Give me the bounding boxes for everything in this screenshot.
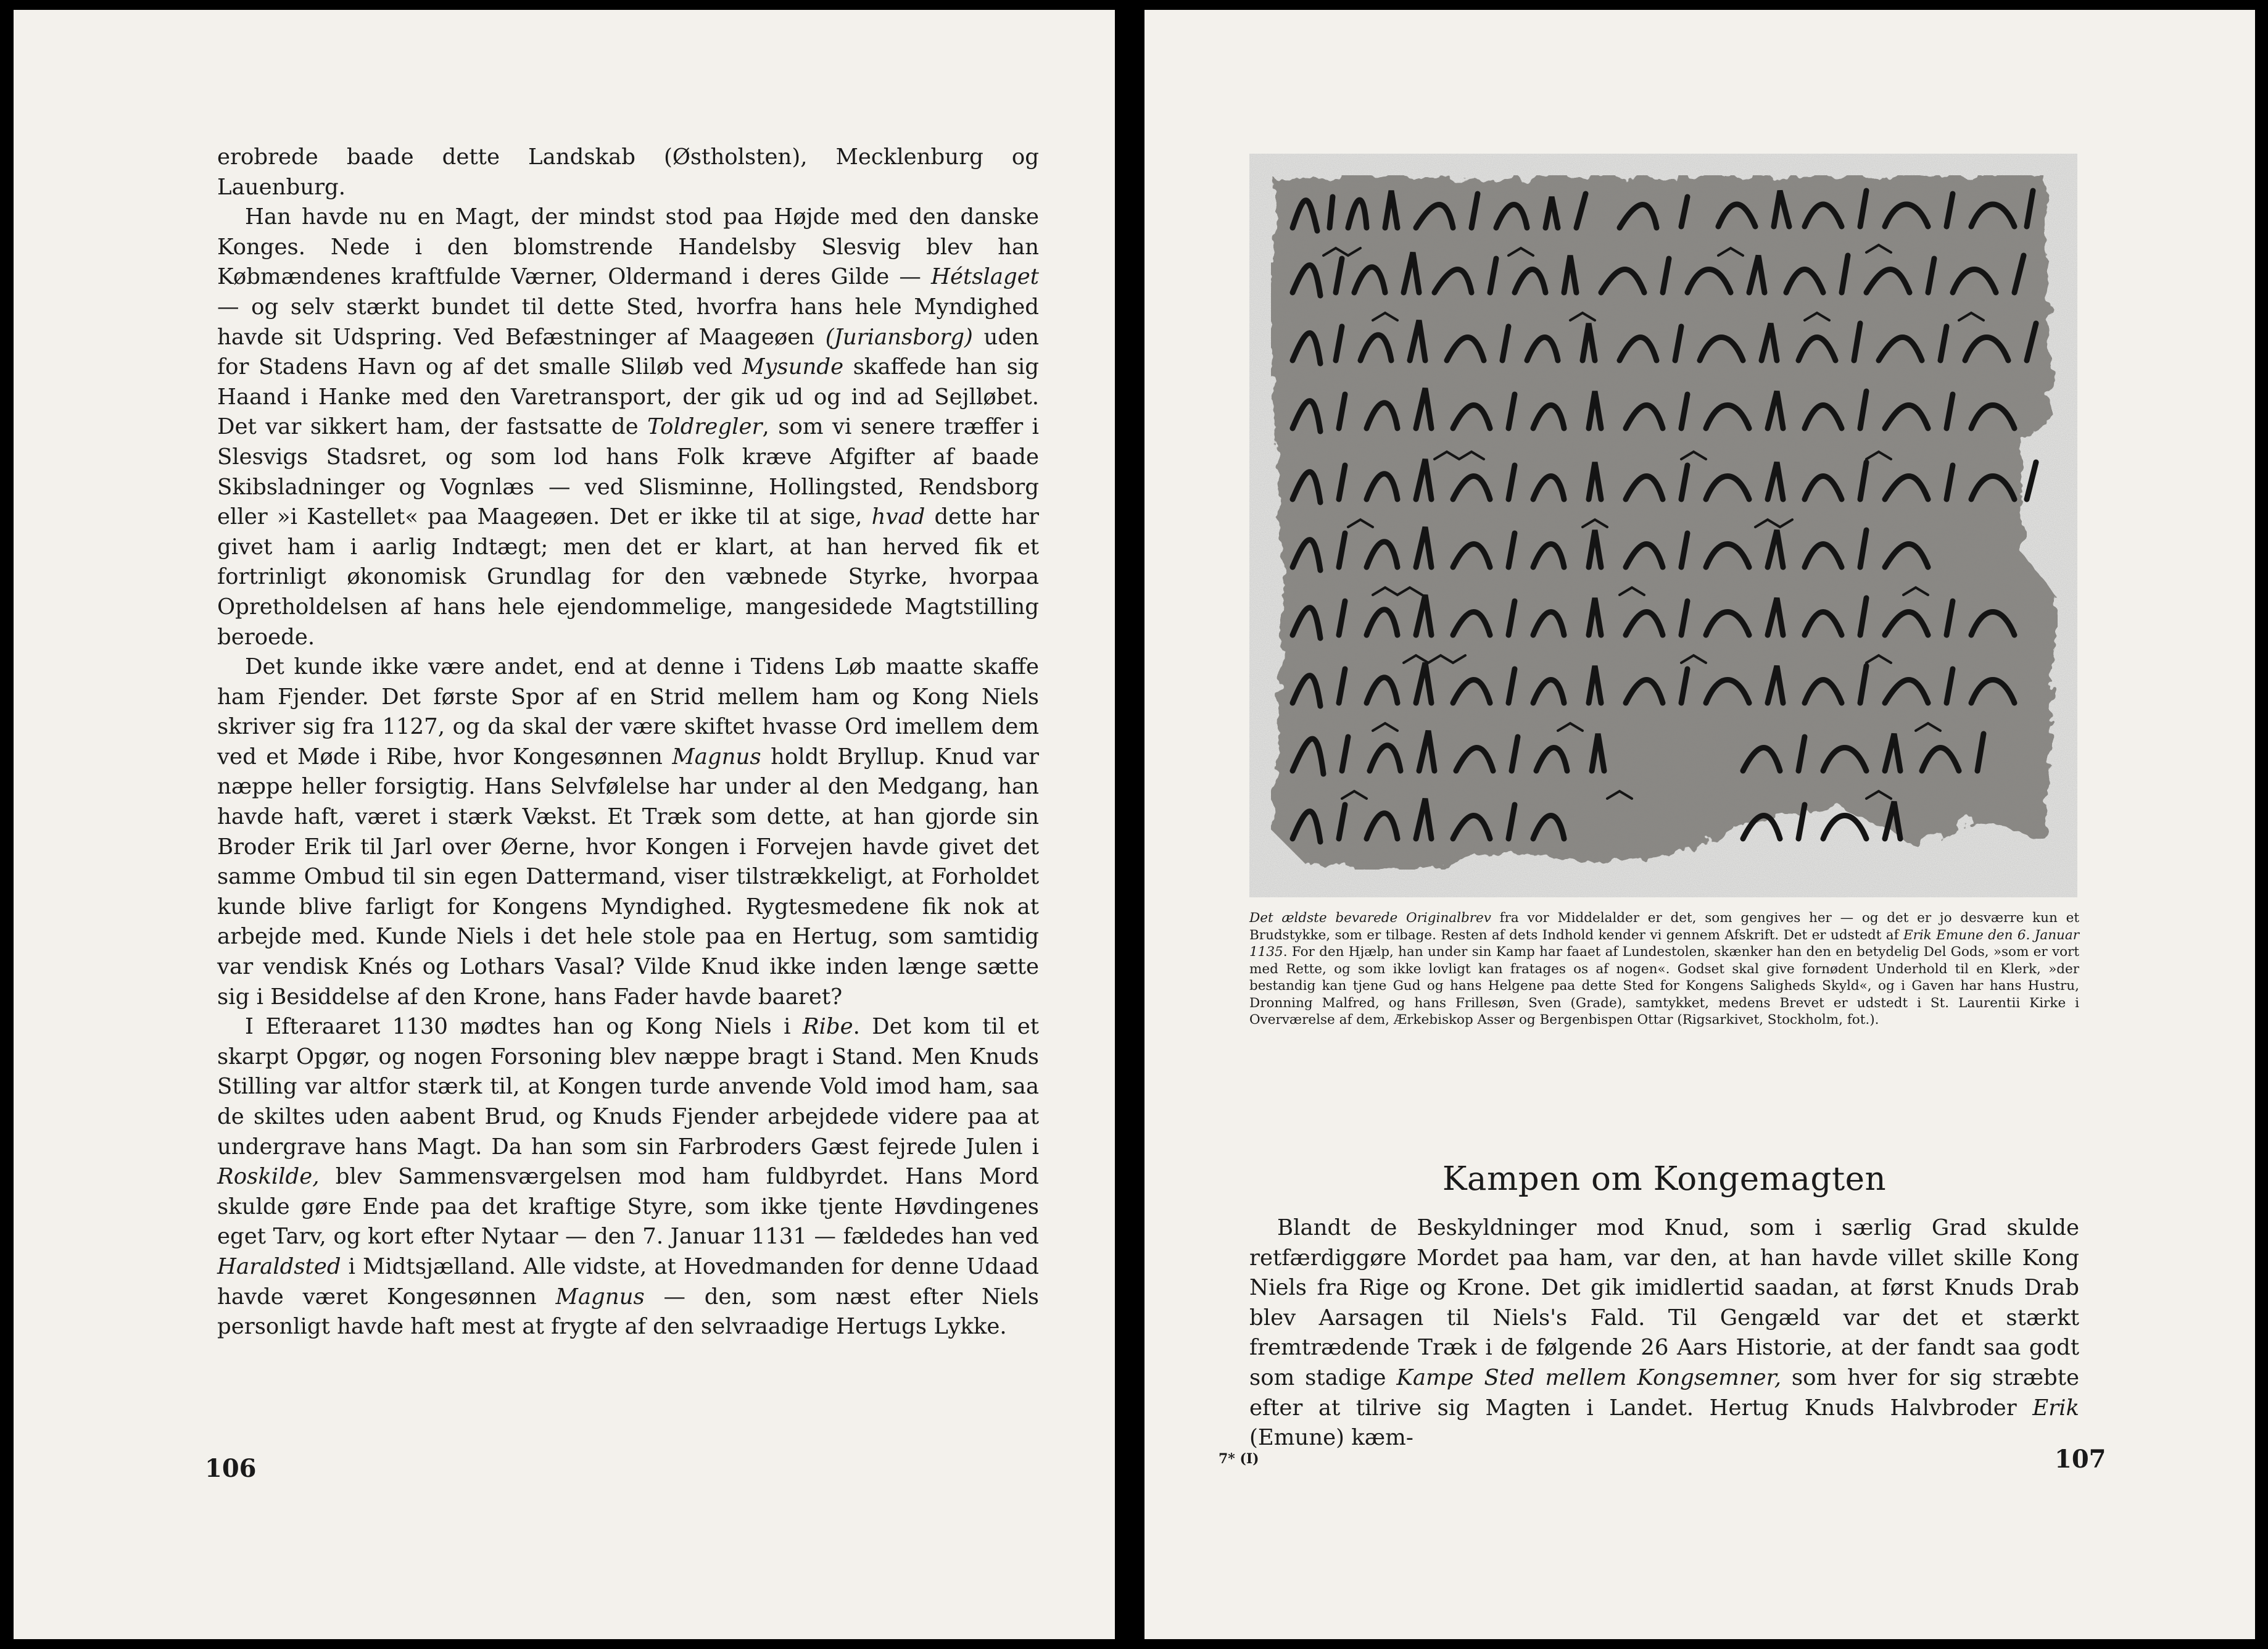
text-run: som hver for sig stræbte efter at tilrive sig Magten i Landet. Hertug Knuds Halvbroder [1249,1364,2079,1421]
italic-text: Hétslaget [931,264,1039,290]
text-run: (Emune) kæm- [1249,1425,1413,1451]
italic-text: Magnus [672,744,761,770]
italic-text: Mysunde [742,354,844,380]
text-run: , som vi senere træffer i Slesvigs Stadsret, og som lod hans Folk kræve Afgifter af baade Skibsladninger og Vognlæs — ved Slisminne, Hollingsted, Rendsborg eller »i Kastellet« paa Maageøen. Det er ikke til at sige, [217,414,1039,530]
caption-italic: Erik Emune den 6. Januar 1135 [1249,927,2079,960]
italic-text: Magnus [555,1284,645,1310]
left-body-text [217,143,1039,1342]
text-run: erobrede baade dette Landskab (Østholsten), Mecklenburg og Lauenburg. [217,144,1039,200]
italic-text: (Juriansborg) [825,324,973,350]
italic-text: Ribe [802,1014,853,1040]
page-number-right: 107 [2055,1445,2106,1474]
text-run: Blandt de Beskyldninger mod Knud, som i særlig Grad skulde retfærdiggøre Mordet paa ham, var den, at han havde villet skille Kong Niels fra Rige og Krone. Det gik imidlertid saadan, at først Knuds Drab blev Aarsagen til Niels's Fald. Til Gengæld var det et stærkt fremtrædende Træk i de følgende 26 Aars Historie, at der fandt saa godt som stadige [1249,1215,2079,1390]
text-run: blev Sammensværgelsen mod ham fuldbyrdet. Hans Mord skulde gøre Ende paa det kraftige Styre, som ikke tjente Høvdingenes eget Tarv, og kort efter Nytaar — den 7. Januar 1131 — fældedes han ved [217,1164,1039,1250]
right-body-text [1249,1213,2079,1453]
signature-mark: 7* (I) [1219,1451,1259,1467]
text-run: I Efteraaret 1130 mødtes han og Kong Niels i [245,1014,803,1040]
italic-text: Kampe Sted mellem Kongsemner, [1396,1364,1782,1390]
caption-text: . For den Hjælp, han under sin Kamp har faaet af Lundestolen, skænker han den en betydelig Del Gods, »som er vort med Rette, og som ikke lovligt kan fratages os af nogen«. Godset skal give fornødent Underhold til en Klerk, »der bestandig kan tjene Gud og hans Helgene paa dette Sted for Kongens Saligheds Skyld«, og i Gaven har hans Hustru, Dronning Malfred, og hans Frillesøn, Sven (Grade), samtykket, medens Brevet er udstedt i St. Laurentii Kirke i Overværelse af dem, Ærkebiskop Asser og Bergenbispen Ottar (Rigsarkivet, Stockholm, fot.). [1249,944,2079,1028]
text-run: Det kunde ikke være andet, end at denne i Tidens Løb maatte skaffe ham Fjender. Det første Spor af en Strid mellem ham og Kong Niels skriver sig fra 1127, og da skal der være skiftet hvasse Ord imellem dem ved et Møde i Ribe, hvor Kongesønnen [217,654,1039,770]
paragraph [1249,1213,2079,1453]
paragraph [217,1012,1039,1342]
italic-text: Haraldsted [217,1253,341,1279]
text-run: uden for Stadens Havn og af det smalle Sliløb ved [217,324,1040,380]
text-run: skaffede han sig Haand i Hanke med den Varetransport, der gik ud og ind ad Sejlløbet. Det var sikkert ham, der fastsatte de [217,354,1039,440]
italic-text: Roskilde, [217,1164,320,1190]
manuscript-image [1249,154,2077,897]
paragraph [217,202,1039,652]
text-run: dette har givet ham i aarlig Indtægt; men det er klart, at han herved fik et fortrinligt økonomisk Grundlag for den væbnede Styrke, hvorpaa Opretholdelsen af hans hele ejendommelige, mangesidede Magtstilling beroede. [217,504,1039,650]
manuscript-photo [1249,154,2077,897]
caption-text: fra vor Middelalder er det, som gengives her — og det er jo desværre kun et Brudstykke, som er tilbage. Resten af dets Indhold kender vi gennem Afskrift. Det er udstedt af [1249,910,2079,943]
italic-text: Erik [2032,1395,2079,1421]
paragraph [217,143,1039,202]
text-run: holdt Bryllup. Knud var næppe heller forsigtig. Hans Selvfølelse har under al den Medgang, han havde haft, været i stærk Vækst. Et Træk som dette, at han gjorde sin Broder Erik til Jarl over Øerne, hvor Kongen i Forvejen havde givet det samme Ombud til sin egen Dattermand, viser tilstrækkeligt, at Forholdet kunde blive farligt for Kongens Myndighed. Rygtesmedene fik nok at arbejde med. Kunde Niels i det hele stole paa en Hertug, som samtidig var vendisk Knés og Lothars Vasal? Vilde Knud ikke inden længe sætte sig i Besiddelse af den Krone, hans Fader havde baaret? [217,744,1039,1010]
right-page [1144,10,2255,1639]
text-run: . Det kom til et skarpt Opgør, og nogen Forsoning blev næppe bragt i Stand. Men Knuds Stilling var altfor stærk til, at Kongen turde anvende Vold imod ham, saa de skiltes uden aabent Brud, og Knuds Fjender arbejdede videre paa at undergrave hans Magt. Da han som sin Farbroders Gæst fejrede Julen i [217,1014,1039,1160]
image-caption [1249,910,2079,1029]
section-heading: Kampen om Kongemagten [1442,1160,1887,1198]
left-page [14,10,1115,1639]
text-run: — den, som næst efter Niels personligt havde haft mest at frygte af den selvraadige Hertugs Lykke. [217,1284,1039,1340]
italic-text: hvad [871,504,925,530]
italic-text: Toldregler [647,414,763,440]
text-run: i Midtsjælland. Alle vidste, at Hovedmanden for denne Udaad havde været Kongesønnen [217,1253,1039,1310]
caption-italic: Det ældste bevarede Originalbrev [1249,910,1491,926]
text-run: Han havde nu en Magt, der mindst stod paa Højde med den danske Konges. Nede i den blomstrende Handelsby Slesvig blev han Købmændenes kraftfulde Værner, Oldermand i deres Gilde — [217,204,1039,290]
paragraph [217,652,1039,1012]
page-number-left: 106 [205,1454,257,1483]
text-run: — og selv stærkt bundet til dette Sted, hvorfra hans hele Myndighed havde sit Udspring. Ved Befæstninger af Maageøen [217,294,1039,350]
